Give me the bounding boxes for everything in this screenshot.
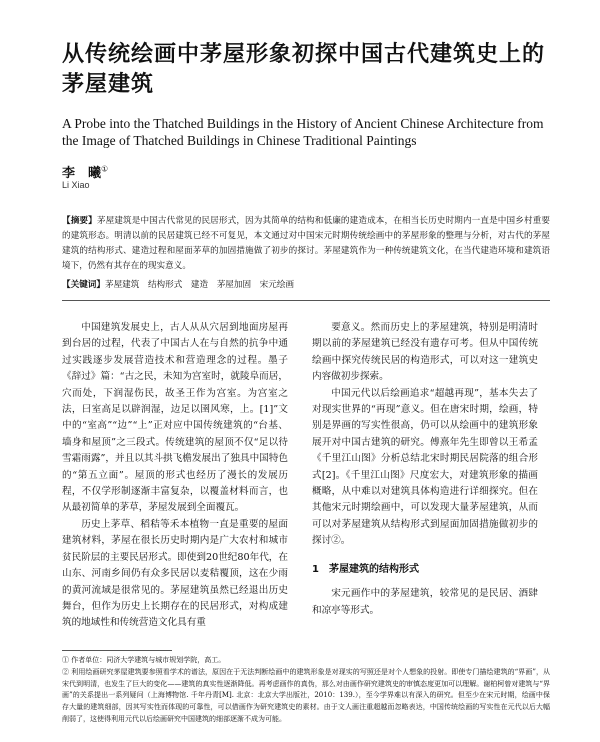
section-title: 茅屋建筑的结构形式 xyxy=(328,563,419,575)
body-paragraph: 中国建筑发展史上，古人从从穴居到地面房屋再到台居的过程，代表了中国古人在与自然的抗争中通过实践逐步发展营造技术和营造理念的过程。墨子《辞过》篇：“古之民，未知为宫室时，就陵阜而居，穴而处，下润湿伤民，故圣王作为宫室。为宫室之法，曰室高足以辟润湿，边足以圉风寒，上。[1]”文中的“室高”“边”“上”正对应中国传统建筑的“台基、墙身和屋顶”之三段式。传统建筑的屋顶不仅“足以待雪霜雨露”，并且以其斗拱飞檐发展出了独具中国特色的“第五立面”。屋顶的形式也经历了漫长的发展历程，不仅学形制逐渐丰富复杂，以覆盖材料而言，也从最初简单的茅草，茅屋发展到全面覆瓦。 xyxy=(62,322,288,514)
keywords-text: 茅屋建筑 结构形式 建造 茅屋加固 宋元绘画 xyxy=(104,280,295,290)
body-column-left xyxy=(62,320,288,632)
body-paragraph: 历史上茅草、稻秸等禾本植物一直是重要的屋面建筑材料，茅屋在很长历史时期内是广大农村和城市贫民阶层的主要民居形式。即使到20世纪80年代，在山东、河南乡间仍有众多民居以麦秸覆顶，这在少雨的黄河流域是很常见的。茅屋建筑虽然已经退出历史舞台，但作为历史上长期存在的民居形式，对构成建筑的地域性和传统营造文化具有重 xyxy=(62,518,288,629)
body-paragraph: 宋元画作中的茅屋建筑，较常见的是民居、酒肆和凉亭等形式。 xyxy=(312,588,538,616)
section-number: 1 xyxy=(312,563,319,575)
abstract xyxy=(62,214,550,274)
author-name-text: 李 曦 xyxy=(62,166,102,181)
footnote: ① 作者单位：同济大学建筑与城市规划学院，高工。 xyxy=(62,656,226,664)
author-footnote-marker: ① xyxy=(101,164,109,174)
keywords xyxy=(62,278,550,293)
author-name-english: Li Xiao xyxy=(62,180,90,190)
section-heading xyxy=(312,562,538,578)
keywords-label: 【关键词】 xyxy=(62,280,105,290)
footnote-divider xyxy=(62,650,172,651)
body-column-right xyxy=(312,320,538,619)
paper-title-english: A Probe into the Thatched Buildings in the History of Ancient Chinese Architecture from the Image of Thatched Buildings in Chinese Traditional Paintings xyxy=(62,116,544,148)
abstract-text: 茅屋建筑是中国古代常见的民居形式，因为其简单的结构和低廉的建造成本，在相当长历史时期内一直是中国乡村重要的建筑形态。明清以前的民居建筑已经不可复见，本文通过对中国宋元时期传统绘画中的茅屋形象的整理与分析，对古代的茅屋建筑的结构形式、建造过程和屋面茅草的加固措施做了初步的探讨。茅屋建筑作为一种传统建筑文化，在当代建造环境和建筑语境下，仍然有其存在的现实意义。 xyxy=(62,216,550,271)
body-paragraph: 要意义。然而历史上的茅屋建筑，特别是明清时期以前的茅屋建筑已经没有遗存可考。但从中国传统绘画中探究传统民居的构造形式，可以对这一建筑史内容做初步探索。 xyxy=(312,322,538,383)
divider-line xyxy=(62,300,550,301)
footnotes xyxy=(62,655,550,726)
body-paragraph: 中国元代以后绘画追求“超越再现”，基本失去了对现实世界的“再现”意义。但在唐宋时期，绘画，特别是界画的写实性很高，仍可以从绘画中的建筑形象展开对中国古建筑的研究。傅熹年先生即曾以王希孟《千里江山图》分析总结北宋时期民居院落的组合形式[2]。《千里江山图》尺度宏大，对建筑形象的描画概略，从中难以对建筑具体构造进行详细探究。但在其他宋元时期绘画中，可以发现大量茅屋建筑，从而可以对茅屋建筑从结构形式到屋面加固措施做初步的探讨②。 xyxy=(312,387,538,547)
paper-title-chinese: 从传统绘画中茅屋形象初探中国古代建筑史上的茅屋建筑 xyxy=(62,42,546,97)
abstract-label: 【摘要】 xyxy=(62,216,97,226)
footnote: ② 利用绘画研究茅屋建筑要参照看学术的谱法，原因在于无法判断绘画中的建筑形象是对现实的写照还是对个人想象的投射。即使专门描绘建筑的“界画”，从宋代到明清，也发生了巨大的变化——建筑的真实性逐渐降低。再考虑画作的真伪，那么对由画作研究建筑史的审慎态度更加可以理解。谢柏柯曾对建筑与“界画”的关系提出一系列疑问（上海博物馆. 千年丹青[M]. 北京：北京大学出版社，2010：139.），至今学界难以有深入的研究。但至少在宋元时期，绘画中保存大量的建筑细部，因其写实性而体现的可靠性，可以借画作为研究建筑史的素材。由于文人画注重超越而忽略表达，中国传统绘画的写实性在元代以后大幅削弱了，这使得利用元代以后绘画研究中国建筑的细部逐渐不成为可能。 xyxy=(62,667,550,723)
author-name xyxy=(62,162,108,181)
